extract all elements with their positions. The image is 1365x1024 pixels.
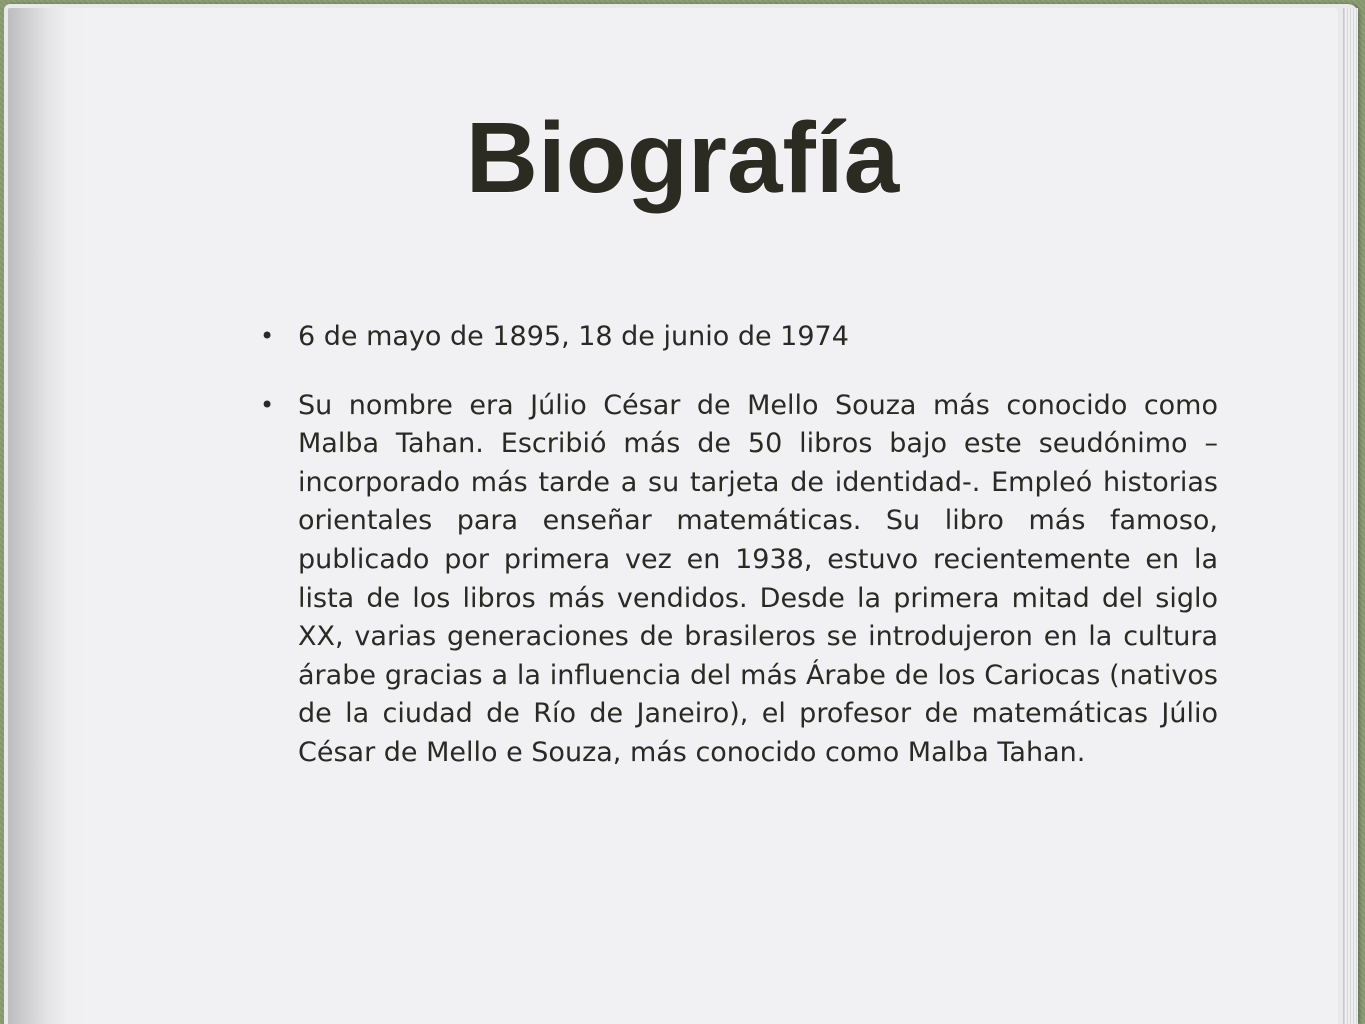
bullet-item-dates — [260, 318, 1218, 357]
bullet-text: Su nombre era Júlio César de Mello Souza más conocido como Malba Tahan. Escribió más de 50 libros bajo este seudónimo –incorporado más tarde a su tarjeta de identidad-. Empleó historias orientales para enseñar matemáticas. Su libro más famoso, publicado por primera vez en 1938, estuvo recientemente en la lista de los libros más vendidos. Desde la primera mitad del siglo XX, varias generaciones de brasileros se introdujeron en la cultura árabe gracias a la influencia del más Árabe de los Cariocas (nativos de la ciudad de Río de Janeiro), el profesor de matemáticas Júlio César de Mello e Souza, más conocido como Malba Tahan. — [298, 389, 1218, 768]
bullet-text: 6 de mayo de 1895, 18 de junio de 1974 — [298, 321, 849, 352]
bullet-item-biography — [260, 387, 1218, 773]
bullet-dot-icon: • — [260, 322, 275, 350]
slide-title: Biografía — [465, 102, 900, 214]
bullet-dot-icon: • — [260, 390, 275, 419]
bullet-list — [260, 318, 1218, 803]
